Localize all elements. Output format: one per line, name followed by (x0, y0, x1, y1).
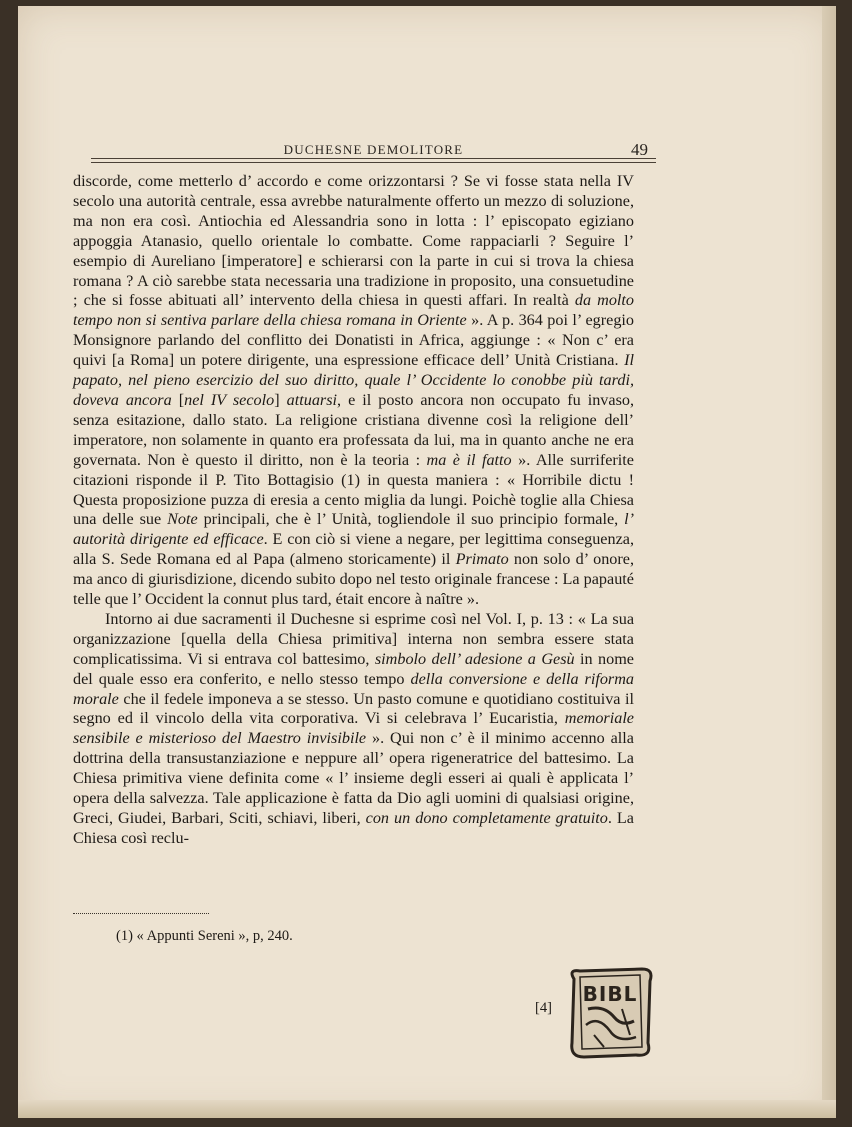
text-run: . E con ciò si viene a negare, per legittima conseguenza, alla S. Sede Romana ed al Papa (almeno storicamente) il (73, 530, 635, 569)
signature-mark: [4] (535, 1000, 552, 1016)
text-run: ». Qui non c’ è il minimo accenno alla dottrina della transustanziazione e neppure all’ opera rigeneratrice del battesimo. La Chiesa primitiva viene definita come « l’ insieme degli esseri ai quali è applicata l’ opera della salvezza. Tale applicazione è fatta da Dio agli uomini di qualsiasi origine, Greci, Giudei, Barbari, Sciti, schiavi, liberi, (73, 729, 634, 827)
svg-text:BIBL: BIBL (582, 982, 638, 1006)
italic-text: attuarsi (286, 390, 338, 409)
text-run: , e il posto ancora non occupato fu invaso, senza esitazione, dallo stato. La religione cristiana divenne così la religione dell’ imperatore, non solamente in quanto era professata da lui, ma in quanto anche ne era governata. Non è questo il diritto, non è la teoria : (73, 390, 635, 469)
body-text (73, 172, 634, 849)
header-rule (91, 158, 656, 159)
italic-text: nel IV secolo (184, 390, 275, 409)
text-run: [ (171, 390, 185, 409)
header-rule-double (91, 162, 656, 163)
paragraph (73, 610, 634, 849)
italic-text: simbolo dell’ adesione a Gesù (374, 649, 575, 668)
text-run: in nome del quale esso era conferito, e nello stesso tempo (73, 649, 634, 688)
text-run: ». Alle surriferite citazioni risponde il P. Tito Bottagisio (1) in questa maniera : « Horribile dictu ! Questa proposizione puzza di eresia a cento miglia da lungi. Poichè toglie alla Chiesa una delle sue (73, 450, 634, 529)
italic-text: ma è il fatto (426, 450, 512, 469)
page-edge (822, 6, 836, 1118)
italic-text: della conversione e della riforma morale (73, 669, 634, 708)
italic-text: memoriale sensibile e misterioso del Maestro invisibile (73, 709, 634, 748)
italic-text: Primato (455, 550, 509, 569)
text-run: . La Chiesa così reclu- (73, 809, 634, 847)
footnote-rule (73, 913, 209, 914)
paragraph (73, 172, 634, 610)
text-run: non solo d’ onore, ma anco di giurisdizione, dicendo subito dopo nel testo originale francese : La papauté telle que l’ Occident la connut plus tard, était encore à naître ». (73, 550, 635, 609)
italic-text: con un dono completamente gratuito (365, 809, 608, 827)
library-stamp-logo (564, 965, 656, 1061)
text-run: Intorno ai due sacramenti il Duchesne si esprime così nel Vol. I, p. 13 : « La sua organizzazione [quella della Chiesa primitiva] interna non sembra essere stata complicatissima. Vi si entrava col battesimo, (73, 609, 634, 668)
text-run: che il fedele imponeva a se stesso. Un pasto comune e quotidiano costituiva il segno ed il vincolo della vita corporativa. Vi si celebrava l’ Eucaristia, (73, 689, 634, 728)
text-run: ». A p. 364 poi l’ egregio Monsignore parlando del conflitto dei Donatisti in Africa, aggiunge : « Non c’ era quivi [a Roma] un potere dirigente, una espressione efficace dell’ Unità Cristiana. (73, 311, 634, 370)
text-run: principali, che è l’ Unità, togliendole il suo principio formale, (197, 510, 625, 529)
running-head-title: DUCHESNE DEMOLITORE (283, 142, 464, 157)
text-run: discorde, come metterlo d’ accordo e come orizzontarsi ? Se vi fosse stata nella IV secolo una autorità centrale, essa avrebbe naturalmente offerto un mezzo di soluzione, ma non era così. Antiochia ed Alessandria sono in lotta : l’ episcopato egiziano appoggia Atanasio, quello orientale lo combatte. Come rappaciarli ? Seguire l’ esempio di Aureliano [imperatore] e schierarsi con la parte in cui si trova la chiesa romana ? A ciò sarebbe stata necessaria una tradizione in proposito, una consuetudine ; che si fosse abituati all’ intervento della chiesa in questi affari. In realtà (73, 172, 634, 310)
text-run: ] (274, 390, 287, 409)
page-edge-bottom (18, 1100, 836, 1118)
running-head (91, 134, 656, 164)
page-number: 49 (631, 140, 648, 159)
italic-text: da molto tempo non si sentiva parlare della chiesa romana in Oriente (73, 291, 635, 330)
footnote: (1) « Appunti Sereni », p, 240. (116, 928, 293, 944)
italic-text: Il papato, nel pieno esercizio del suo diritto, quale l’ Occidente lo conobbe più tardi, doveva ancora (73, 351, 634, 409)
italic-text: Note (167, 510, 198, 529)
italic-text: l’ autorità dirigente ed efficace (73, 510, 634, 549)
